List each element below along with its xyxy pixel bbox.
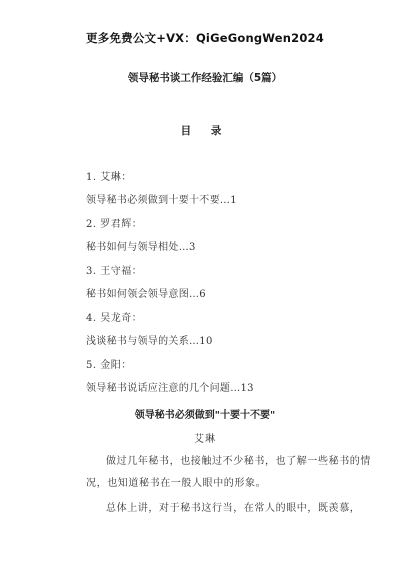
toc-item-author: 1. 艾琳： [86, 172, 132, 183]
toc-item-entry[interactable]: 秘书如何与领导相处…3 [86, 242, 196, 253]
toc-item-author: 3. 王守福： [86, 266, 143, 277]
toc-item-author: 5. 金阳： [86, 360, 132, 371]
toc-item-author: 2. 罗君辉： [86, 219, 143, 230]
toc-item-author: 4. 吴龙奇： [86, 313, 143, 324]
toc-item-entry[interactable]: 秘书如何领会领导意图…6 [86, 289, 206, 300]
article-paragraph: 总体上讲，对于秘书这行当，在常人的眼中，既羡慕， [106, 503, 361, 514]
toc-item-entry[interactable]: 领导秘书必须做到十要十不要…1 [86, 195, 237, 206]
toc-item-entry[interactable]: 领导秘书说话应注意的几个问题…13 [86, 383, 254, 394]
toc-item-4 [86, 311, 366, 358]
toc-item-1 [86, 170, 366, 217]
article-title: 领导秘书必须做到"十要十不要" [134, 410, 276, 421]
toc-item-2 [86, 217, 366, 264]
article-body [86, 451, 376, 520]
document-title: 领导秘书谈工作经验汇编（5篇） [127, 72, 283, 84]
toc-heading: 目 录 [180, 125, 230, 137]
toc-item-entry[interactable]: 浅谈秘书与领导的关系…10 [86, 336, 213, 347]
toc-item-5 [86, 358, 366, 405]
table-of-contents [86, 170, 366, 405]
article-paragraph: 做过几年秘书，也接触过不少秘书，也了解一些秘书的情况，也知道秘书在一般人眼中的形象。 [86, 456, 371, 489]
toc-item-3 [86, 264, 366, 311]
article-author: 艾琳 [194, 434, 216, 445]
header-promo-text: 更多免费公文+VX：QiGeGongWen2024 [86, 31, 324, 45]
